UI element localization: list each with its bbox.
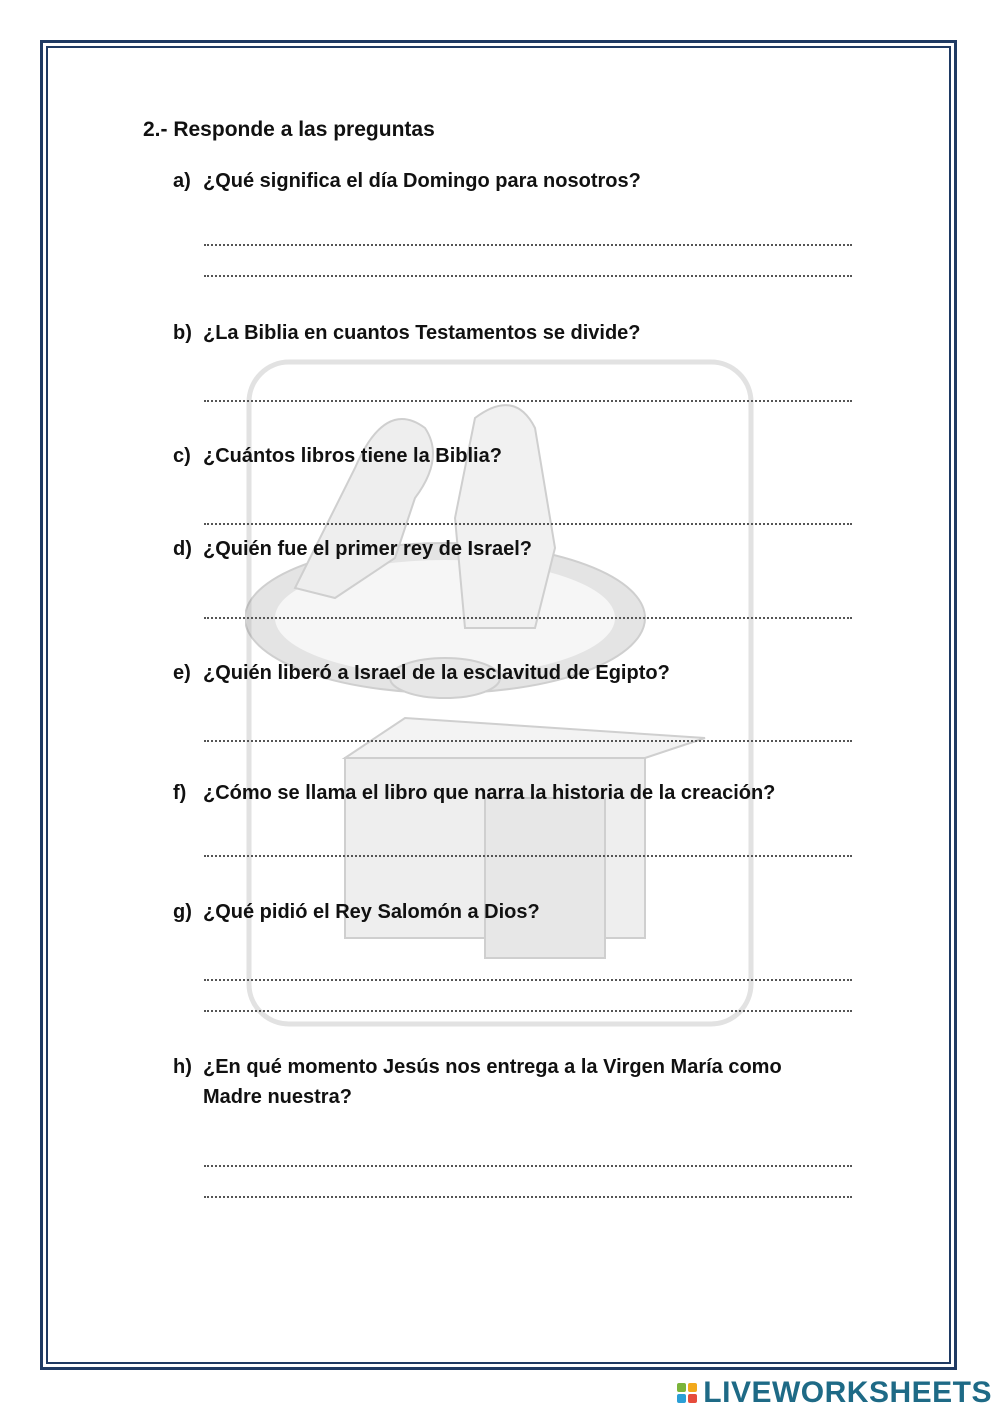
question-b [173,318,813,348]
answer-line[interactable] [204,1196,852,1198]
question-letter: e) [173,662,191,684]
answer-line[interactable] [204,1165,852,1167]
answer-line[interactable] [204,244,852,246]
question-text: ¿En qué momento Jesús nos entrega a la Virgen María como Madre nuestra? [203,1056,782,1108]
question-g [173,897,813,927]
question-letter: h) [173,1056,192,1078]
brand-name: LIVEWORKSHEETS [703,1376,992,1409]
answer-line[interactable] [204,523,852,525]
question-h [173,1052,813,1112]
question-text: ¿Cómo se llama el libro que narra la historia de la creación? [203,782,776,804]
exercise-heading: 2.- Responde a las preguntas [143,118,435,141]
question-e [173,658,813,688]
question-letter: b) [173,322,192,344]
answer-line[interactable] [204,1010,852,1012]
liveworksheets-logo-icon [677,1383,697,1403]
question-letter: d) [173,538,192,560]
answer-line[interactable] [204,979,852,981]
answer-line[interactable] [204,400,852,402]
question-text: ¿La Biblia en cuantos Testamentos se divide? [203,322,641,344]
question-letter: g) [173,901,192,923]
question-text: ¿Cuántos libros tiene la Biblia? [203,445,502,467]
question-f [173,778,813,808]
question-text: ¿Quién fue el primer rey de Israel? [203,538,533,560]
liveworksheets-logo[interactable] [677,1376,992,1410]
answer-line[interactable] [204,275,852,277]
answer-line[interactable] [204,740,852,742]
answer-line[interactable] [204,617,852,619]
answer-line[interactable] [204,855,852,857]
question-letter: a) [173,170,191,192]
question-a [173,166,813,196]
question-text: ¿Quién liberó a Israel de la esclavitud de Egipto? [203,662,670,684]
question-text: ¿Qué pidió el Rey Salomón a Dios? [203,901,540,923]
question-c [173,441,813,471]
question-d [173,534,813,564]
question-letter: f) [173,782,187,804]
question-text: ¿Qué significa el día Domingo para nosotros? [203,170,641,192]
question-letter: c) [173,445,191,467]
